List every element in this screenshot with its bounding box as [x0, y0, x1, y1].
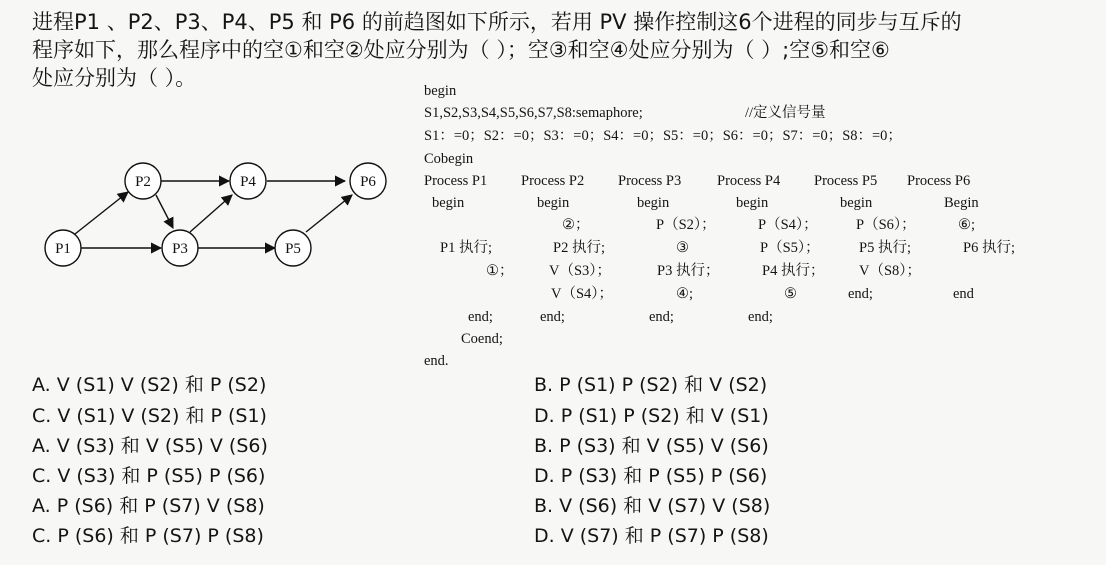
code-cobegin: Cobegin — [424, 151, 474, 167]
question-line-1: 进程P1 、P2、P3、P4、P5 和 P6 的前趋图如下所示，若用 PV 操作控制这6个进程的同步与互斥的 — [32, 10, 962, 34]
question-line-3: 处应分别为（ ）。 — [32, 66, 197, 90]
process-p2-header: Process P2 — [521, 173, 585, 189]
p2-wait-s2: P（S2）； — [656, 217, 716, 233]
code-coend: Coend; — [461, 331, 503, 347]
process-p5-header: Process P5 — [814, 173, 878, 189]
option-q2-c[interactable]: C. V (S3) 和 P (S5) P (S6) — [32, 465, 266, 487]
process-p6-header: Process P6 — [907, 173, 971, 189]
p4-execute: P4 执行； — [762, 263, 825, 279]
blank-1: ①； — [486, 263, 514, 279]
p3-execute: P3 执行； — [657, 263, 720, 279]
process-p3-begin: begin — [637, 195, 670, 211]
p1-end: end; — [468, 309, 493, 325]
node-label-p2: P2 — [135, 174, 151, 190]
option-q2-d[interactable]: D. P (S3) 和 P (S5) P (S6) — [534, 465, 768, 487]
option-q1-d[interactable]: D. P (S1) P (S2) 和 V (S1) — [534, 405, 769, 427]
code-init: S1：=0；S2：=0；S3：=0；S4：=0；S5：=0；S6：=0；S7：=0；S8：=0； — [424, 128, 902, 144]
blank-6: ⑥; — [958, 217, 976, 233]
option-q3-d[interactable]: D. V (S7) 和 P (S7) P (S8) — [534, 525, 769, 547]
process-p6-begin: Begin — [944, 195, 979, 211]
p2-execute: P2 执行; — [553, 240, 605, 256]
p5-end: end; — [848, 286, 873, 302]
p5-wait-s6: P（S6）； — [856, 217, 916, 233]
node-label-p5: P5 — [285, 241, 301, 257]
process-p5-begin: begin — [840, 195, 873, 211]
process-p4-header: Process P4 — [717, 173, 781, 189]
p6-execute: P6 执行; — [963, 240, 1015, 256]
question-line-2: 程序如下，那么程序中的空①和空②处应分别为（ ）；空③和空④处应分别为（ ）;空⑤和空⑥ — [32, 38, 890, 62]
process-p3-header: Process P3 — [618, 173, 682, 189]
blank-2: ②； — [562, 217, 590, 233]
process-p1-header: Process P1 — [424, 173, 488, 189]
blank-4: ④; — [676, 286, 694, 302]
node-label-p4: P4 — [240, 174, 256, 190]
option-q1-c[interactable]: C. V (S1) V (S2) 和 P (S1) — [32, 405, 267, 427]
p4-wait-s4: P（S4）； — [758, 217, 818, 233]
p2-signal-s3: V（S3）； — [549, 263, 612, 279]
process-p2-begin: begin — [537, 195, 570, 211]
code-begin: begin — [424, 83, 457, 99]
option-q3-a[interactable]: A. P (S6) 和 P (S7) V (S8) — [32, 495, 265, 517]
p5-execute: P5 执行; — [859, 240, 911, 256]
p2-signal-s4: V（S4）； — [551, 286, 614, 302]
process-p1-begin: begin — [432, 195, 465, 211]
p2-end: end; — [540, 309, 565, 325]
p4-wait-s5: P（S5）； — [760, 240, 820, 256]
blank-3: ③ — [676, 240, 689, 256]
code-semaphore-decl: S1,S2,S3,S4,S5,S6,S7,S8:semaphore; — [424, 105, 643, 121]
node-label-p3: P3 — [172, 241, 188, 257]
code-end: end. — [424, 353, 449, 369]
option-q2-a[interactable]: A. V (S3) 和 V (S5) V (S6) — [32, 435, 268, 457]
option-q2-b[interactable]: B. P (S3) 和 V (S5) V (S6) — [534, 435, 769, 457]
p5-signal-s8: V（S8）； — [859, 263, 922, 279]
p1-execute: P1 执行; — [440, 240, 492, 256]
option-q1-a[interactable]: A. V (S1) V (S2) 和 P (S2) — [32, 374, 267, 396]
process-p4-begin: begin — [736, 195, 769, 211]
blank-5: ⑤ — [784, 286, 797, 302]
node-label-p6: P6 — [360, 174, 376, 190]
option-q1-b[interactable]: B. P (S1) P (S2) 和 V (S2) — [534, 374, 768, 396]
p3-end: end; — [649, 309, 674, 325]
p6-end: end — [953, 286, 974, 302]
option-q3-c[interactable]: C. P (S6) 和 P (S7) P (S8) — [32, 525, 264, 547]
option-q3-b[interactable]: B. V (S6) 和 V (S7) V (S8) — [534, 495, 771, 517]
code-comment: //定义信号量 — [745, 105, 826, 121]
node-label-p1: P1 — [55, 241, 71, 257]
p4-end: end; — [748, 309, 773, 325]
